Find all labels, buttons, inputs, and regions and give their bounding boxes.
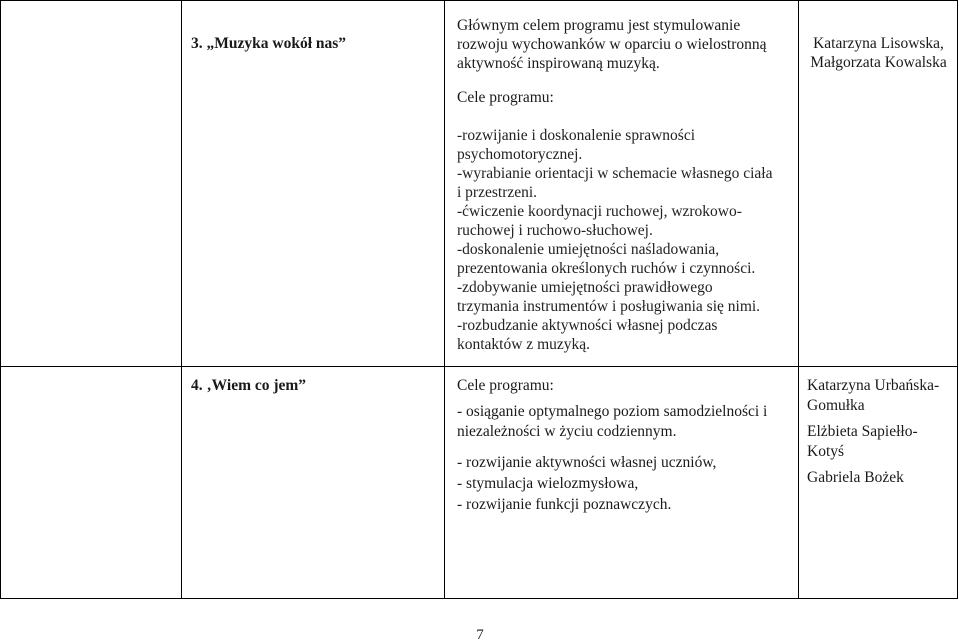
program-description-3 — [457, 16, 791, 73]
author-line: Gomułka — [807, 397, 865, 414]
program-title-3: 3. „Muzyka wokół nas” — [191, 35, 347, 52]
author-line: Katarzyna Urbańska- — [807, 377, 940, 394]
goals-block1-4 — [457, 402, 791, 442]
goal-line: -zdobywanie umiejętności prawidłowego — [457, 279, 713, 296]
goal-line: prezentowania określonych ruchów i czynności. — [457, 260, 756, 277]
goals-label-4: Cele programu: — [457, 377, 554, 394]
row-divider — [1, 366, 957, 367]
column-divider-3 — [798, 1, 799, 598]
goal-line: i przestrzeni. — [457, 184, 538, 201]
author-line: Małgorzata Kowalska — [810, 54, 947, 71]
goal-line: psychomotorycznej. — [457, 146, 583, 163]
author-line: Kotyś — [807, 443, 845, 460]
author-line: Gabriela Bożek — [807, 469, 904, 486]
goals-label-3: Cele programu: — [457, 89, 554, 106]
column-divider-2 — [444, 1, 445, 598]
program-title-4: 4. ‚Wiem co jem” — [191, 377, 307, 394]
page-number: 7 — [476, 627, 484, 643]
description-line: Głównym celem programu jest stymulowanie — [457, 17, 741, 34]
goal-line: - rozwijanie funkcji poznawczych. — [457, 496, 672, 513]
goals-block2-4 — [457, 452, 791, 515]
goal-line: trzymania instrumentów i posługiwania się nimi. — [457, 298, 761, 315]
goal-line: niezależności w życiu codziennym. — [457, 423, 677, 440]
goal-line: -wyrabianie orientacji w schemacie własnego ciała — [457, 165, 773, 182]
author-line: Elżbieta Sapiełło- — [807, 423, 918, 440]
goals-list-3 — [457, 126, 791, 354]
author-line: Katarzyna Lisowska, — [813, 35, 944, 52]
goal-line: -rozbudzanie aktywności własnej podczas — [457, 317, 718, 334]
goal-line: -ćwiczenie koordynacji ruchowej, wzrokowo- — [457, 203, 742, 220]
goal-line: - stymulacja wielozmysłowa, — [457, 475, 639, 492]
column-divider-1 — [181, 1, 182, 598]
authors-4 — [807, 376, 957, 488]
goal-line: -rozwijanie i doskonalenie sprawności — [457, 127, 696, 144]
description-line: aktywność inspirowaną muzyką. — [457, 55, 660, 72]
goal-line: ruchowej i ruchowo-słuchowej. — [457, 222, 653, 239]
goal-line: - osiąganie optymalnego poziom samodzielności i — [457, 403, 768, 420]
description-line: rozwoju wychowanków w oparciu o wielostronną — [457, 36, 767, 53]
goal-line: - rozwijanie aktywności własnej uczniów, — [457, 454, 717, 471]
goal-line: kontaktów z muzyką. — [457, 336, 591, 353]
authors-3 — [799, 34, 958, 72]
goal-line: -doskonalenie umiejętności naśladowania, — [457, 241, 720, 258]
